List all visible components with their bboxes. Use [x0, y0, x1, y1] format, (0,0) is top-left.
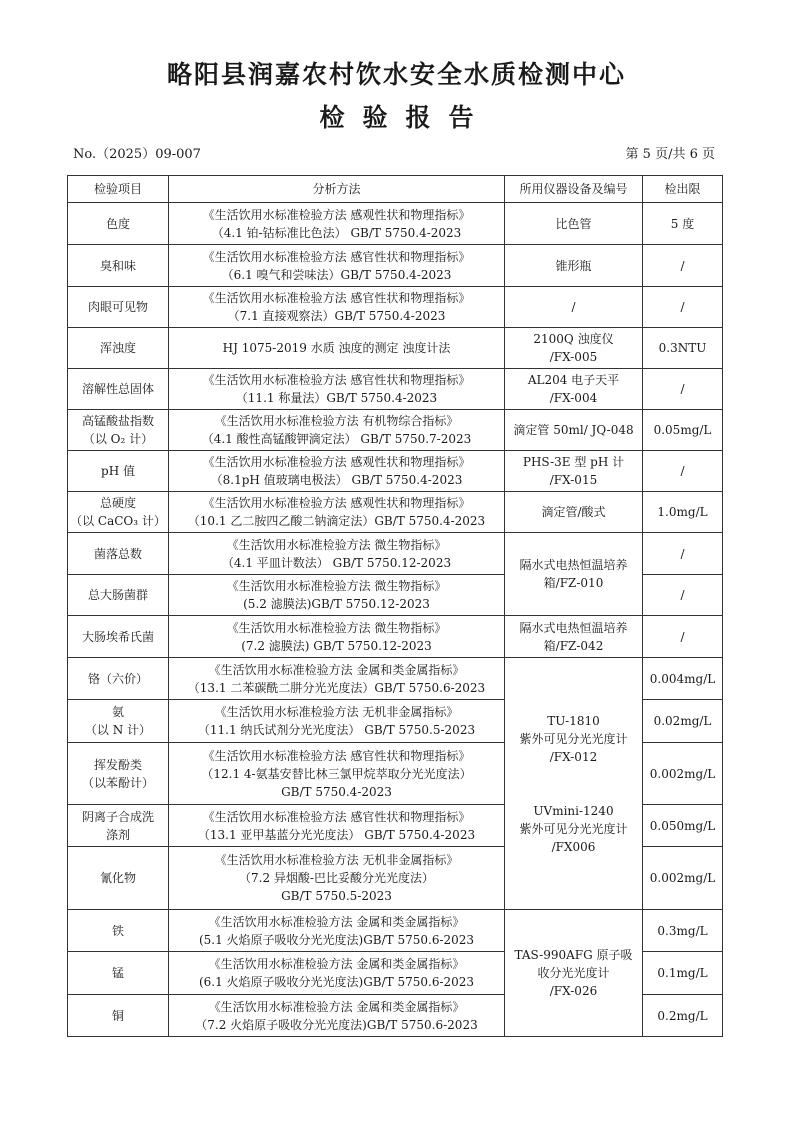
test-item: 菌落总数 [68, 533, 169, 575]
report-number: No.（2025）09-007 [73, 147, 201, 162]
instrument: TU-1810 紫外可见分光光度计 /FX-012 UVmini-1240 紫外可见分光光度计 /FX006 [505, 658, 643, 910]
detection-limit: 0.02mg/L [643, 700, 723, 743]
analysis-method: 《生活饮用水标准检验方法 金属和类金属指标》 （7.2 火焰原子吸收分光光度法)GB/T 5750.6-2023 [169, 995, 505, 1037]
analysis-method: 《生活饮用水标准检验方法 微生物指标》 （4.1 平皿计数法） GB/T 5750.12-2023 [169, 533, 505, 575]
test-item: 浑浊度 [68, 328, 169, 369]
table-row [68, 658, 723, 700]
test-item: 锰 [68, 952, 169, 995]
table-row [68, 287, 723, 328]
test-item: pH 值 [68, 451, 169, 492]
analysis-method: 《生活饮用水标准检验方法 微生物指标》 (5.2 滤膜法)GB/T 5750.12-2023 [169, 575, 505, 616]
detection-limit: 0.004mg/L [643, 658, 723, 700]
detection-limit: 1.0mg/L [643, 492, 723, 533]
analysis-method: 《生活饮用水标准检验方法 金属和类金属指标》 （13.1 二苯碳酰二肼分光光度法）GB/T 5750.6-2023 [169, 658, 505, 700]
test-item: 阴离子合成洗 涤剂 [68, 805, 169, 847]
table-row [68, 533, 723, 575]
detection-limit: / [643, 369, 723, 410]
analysis-method: 《生活饮用水标准检验方法 感官性状和物理指标》 （7.1 直接观察法）GB/T 5750.4-2023 [169, 287, 505, 328]
organization-name: 略阳县润嘉农村饮水安全水质检测中心 [166, 60, 626, 89]
detection-limit: 0.3NTU [643, 328, 723, 369]
instrument: 滴定管/酸式 [505, 492, 643, 533]
detection-limit: / [643, 616, 723, 658]
test-item: 铁 [68, 910, 169, 952]
detection-limit: / [643, 451, 723, 492]
page-indicator: 第 5 页/共 6 页 [625, 147, 715, 162]
analysis-method: 《生活饮用水标准检验方法 金属和类金属指标》 (6.1 火焰原子吸收分光光度法)GB/T 5750.6-2023 [169, 952, 505, 995]
analysis-method: 《生活饮用水标准检验方法 感官性状和物理指标》 （6.1 嗅气和尝味法）GB/T 5750.4-2023 [169, 245, 505, 287]
analysis-method: HJ 1075-2019 水质 浊度的测定 浊度计法 [169, 328, 505, 369]
detection-limit: 0.1mg/L [643, 952, 723, 995]
analysis-method: 《生活饮用水标准检验方法 感官性状和物理指标》 （11.1 称量法）GB/T 5750.4-2023 [169, 369, 505, 410]
test-item: 大肠埃希氏菌 [68, 616, 169, 658]
detection-limit: 0.3mg/L [643, 910, 723, 952]
detection-limit: 0.002mg/L [643, 847, 723, 910]
analysis-method: 《生活饮用水标准检验方法 感观性状和物理指标》 （4.1 铂-钴标准比色法） GB/T 5750.4-2023 [169, 203, 505, 245]
detection-limit: / [643, 533, 723, 575]
instrument: 比色管 [505, 203, 643, 245]
analysis-method: 《生活饮用水标准检验方法 金属和类金属指标》 (5.1 火焰原子吸收分光光度法)GB/T 5750.6-2023 [169, 910, 505, 952]
detection-limit: 0.002mg/L [643, 743, 723, 805]
analysis-method: 《生活饮用水标准检验方法 微生物指标》 (7.2 滤膜法) GB/T 5750.12-2023 [169, 616, 505, 658]
test-item: 氨 （以 N 计） [68, 700, 169, 743]
test-method-table [67, 175, 723, 1037]
analysis-method: 《生活饮用水标准检验方法 感官性状和物理指标》 （13.1 亚甲基蓝分光光度法） GB/T 5750.4-2023 [169, 805, 505, 847]
analysis-method: 《生活饮用水标准检验方法 无机非金属指标》 （7.2 异烟酸-巴比妥酸分光光度法） GB/T 5750.5-2023 [169, 847, 505, 910]
analysis-method: 《生活饮用水标准检验方法 感观性状和物理指标》 （10.1 乙二胺四乙酸二钠滴定法）GB/T 5750.4-2023 [169, 492, 505, 533]
analysis-method: 《生活饮用水标准检验方法 感观性状和物理指标》 （8.1pH 值玻璃电极法） GB/T 5750.4-2023 [169, 451, 505, 492]
instrument: TAS-990AFG 原子吸 收分光光度计 /FX-026 [505, 910, 643, 1037]
instrument: PHS-3E 型 pH 计 /FX-015 [505, 451, 643, 492]
instrument: 锥形瓶 [505, 245, 643, 287]
instrument: / [505, 287, 643, 328]
test-item: 铬（六价） [68, 658, 169, 700]
table-row [68, 492, 723, 533]
column-header-instrument: 所用仪器设备及编号 [505, 176, 643, 203]
table-row [68, 369, 723, 410]
detection-limit: / [643, 575, 723, 616]
test-item: 总大肠菌群 [68, 575, 169, 616]
test-item: 臭和味 [68, 245, 169, 287]
table-row [68, 245, 723, 287]
table-row [68, 451, 723, 492]
test-item: 氰化物 [68, 847, 169, 910]
detection-limit: 0.05mg/L [643, 410, 723, 451]
test-item: 溶解性总固体 [68, 369, 169, 410]
table-header-row [68, 176, 723, 203]
table-row [68, 203, 723, 245]
instrument: 2100Q 浊度仪 /FX-005 [505, 328, 643, 369]
column-header-method: 分析方法 [169, 176, 505, 203]
column-header-limit: 检出限 [643, 176, 723, 203]
detection-limit: 0.2mg/L [643, 995, 723, 1037]
detection-limit: / [643, 287, 723, 328]
test-item: 色度 [68, 203, 169, 245]
test-item: 肉眼可见物 [68, 287, 169, 328]
test-item: 高锰酸盐指数 （以 O₂ 计） [68, 410, 169, 451]
detection-limit: 0.050mg/L [643, 805, 723, 847]
instrument: 隔水式电热恒温培养 箱/FZ-042 [505, 616, 643, 658]
analysis-method: 《生活饮用水标准检验方法 无机非金属指标》 （11.1 纳氏试剂分光光度法） GB/T 5750.5-2023 [169, 700, 505, 743]
column-header-item: 检验项目 [68, 176, 169, 203]
test-item: 铜 [68, 995, 169, 1037]
table-row [68, 328, 723, 369]
instrument: 滴定管 50ml/ JQ-048 [505, 410, 643, 451]
instrument: AL204 电子天平 /FX-004 [505, 369, 643, 410]
test-item: 挥发酚类 （以苯酚计） [68, 743, 169, 805]
test-item: 总硬度 （以 CaCO₃ 计） [68, 492, 169, 533]
table-row [68, 616, 723, 658]
table-row [68, 910, 723, 952]
table-row [68, 410, 723, 451]
detection-limit: / [643, 245, 723, 287]
analysis-method: 《生活饮用水标准检验方法 有机物综合指标》 （4.1 酸性高锰酸钾滴定法） GB/T 5750.7-2023 [169, 410, 505, 451]
instrument: 隔水式电热恒温培养 箱/FZ-010 [505, 533, 643, 616]
analysis-method: 《生活饮用水标准检验方法 感官性状和物理指标》 （12.1 4-氨基安替比林三氯甲烷萃取分光光度法） GB/T 5750.4-2023 [169, 743, 505, 805]
detection-limit: 5 度 [643, 203, 723, 245]
report-title: 检验报告 [319, 103, 492, 132]
